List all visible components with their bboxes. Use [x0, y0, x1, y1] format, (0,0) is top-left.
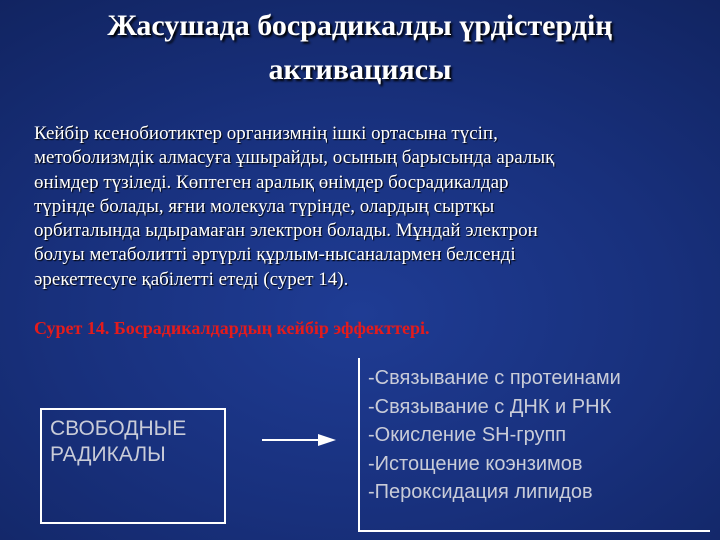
free-radicals-box	[40, 408, 226, 524]
paragraph-line: өнімдер түзіледі. Көптеген аралық өнімдер босрадикалдар	[34, 171, 509, 193]
figure-caption: Сурет 14. Босрадикалдардың кейбір эффекттері.	[34, 318, 430, 338]
free-radicals-label-line: РАДИКАЛЫ	[50, 443, 166, 466]
slide-title	[20, 4, 700, 92]
paragraph-line: орбиталында ыдырамаған электрон болады. Мұндай электрон	[34, 220, 538, 242]
paragraph-line: әрекеттесуге қабілетті етеді (сурет 14).	[34, 268, 349, 290]
effect-item: -Истощение коэнзимов	[368, 452, 583, 475]
free-radicals-label-line: СВОБОДНЫЕ	[50, 417, 187, 440]
body-paragraph	[34, 122, 716, 292]
effect-item: -Пероксидация липидов	[368, 481, 593, 503]
effect-item: -Окисление SH-групп	[368, 424, 567, 446]
effect-item: -Связывание с протеинами	[368, 367, 621, 389]
effects-box	[358, 358, 710, 532]
slide-title-line: активациясы	[268, 53, 452, 86]
paragraph-line: болуы метаболитті әртүрлі құрлым-нысаналармен белсенді	[34, 244, 516, 266]
paragraph-line: түрінде болады, яғни молекула түрінде, олардың сыртқы	[34, 195, 495, 217]
effects-list	[368, 364, 621, 507]
effect-item: -Связывание с ДНК и РНК	[368, 395, 612, 418]
free-radicals-diagram	[0, 352, 720, 540]
slide-title-line: Жасушада босрадикалды үрдістердің	[107, 9, 613, 42]
paragraph-line: Кейбір ксенобиотиктер организмнің ішкі ортасына түсіп,	[34, 123, 498, 144]
right-arrow-icon	[262, 432, 336, 448]
paragraph-line: метоболизмдік алмасуға ұшырайды, осының барысында аралық	[34, 147, 555, 169]
